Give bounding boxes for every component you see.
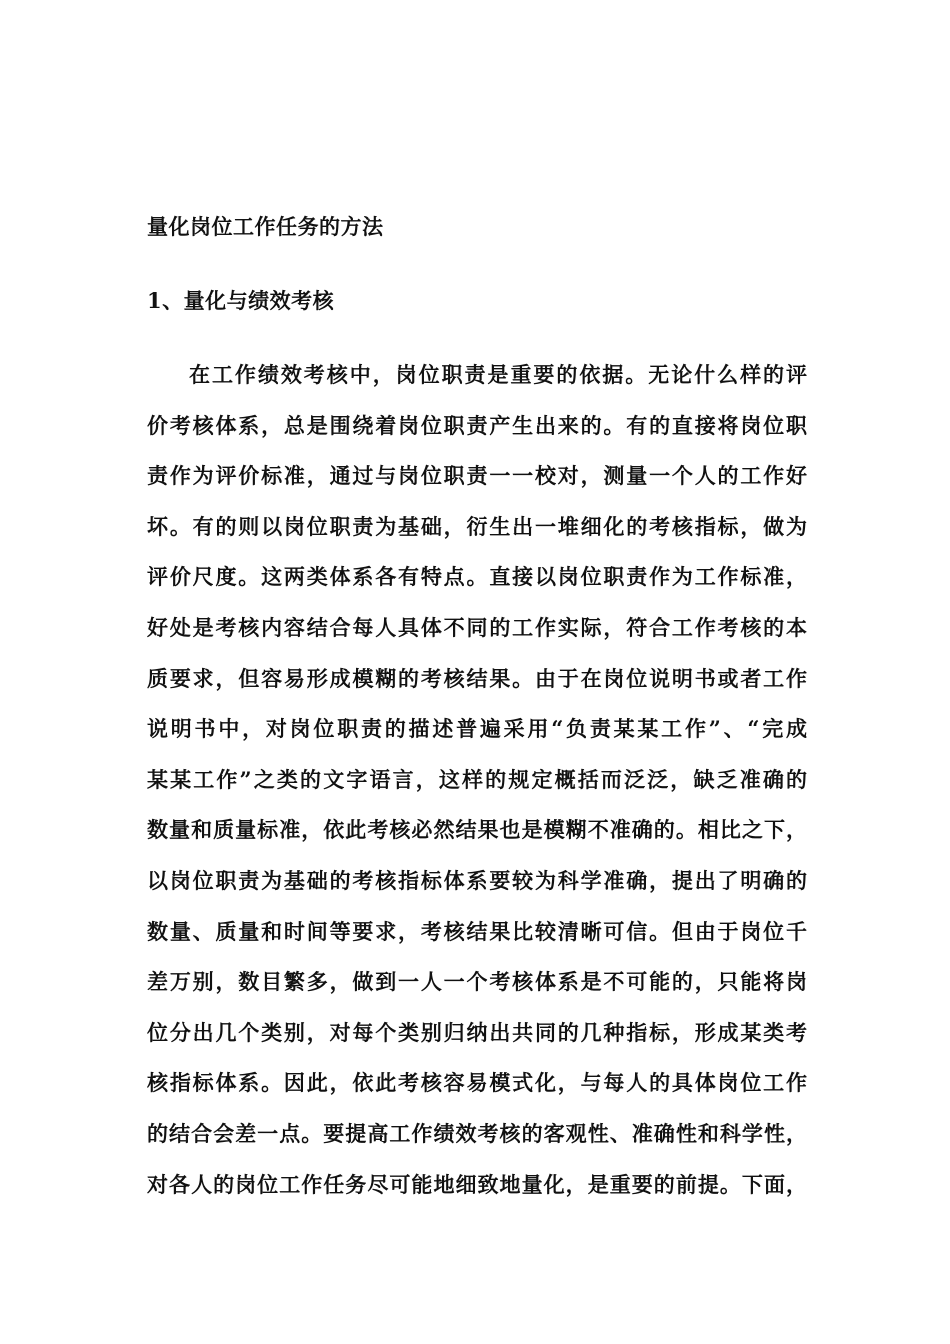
- paragraph-line: 对各人的岗位工作任务尽可能地细致地量化，是重要的前提。下面，: [147, 1171, 807, 1197]
- paragraph-line: 质要求，但容易形成模糊的考核结果。由于在岗位说明书或者工作: [147, 665, 807, 691]
- paragraph-line: 评价尺度。这两类体系各有特点。直接以岗位职责作为工作标准，: [147, 564, 807, 590]
- paragraph-line: 位分出几个类别，对每个类别归纳出共同的几种指标，形成某类考: [147, 1019, 807, 1045]
- paragraph-line: 好处是考核内容结合每人具体不同的工作实际，符合工作考核的本: [147, 614, 807, 640]
- paragraph-line: 坏。有的则以岗位职责为基础，衍生出一堆细化的考核指标，做为: [147, 513, 807, 539]
- body-paragraph: [147, 350, 807, 1210]
- paragraph-line: 核指标体系。因此，依此考核容易模式化，与每人的具体岗位工作: [147, 1070, 807, 1096]
- section-heading: 1、量化与绩效考核: [147, 288, 335, 313]
- paragraph-line: 说明书中，对岗位职责的描述普遍采用“负责某某工作”、“完成: [147, 716, 807, 742]
- paragraph-line: 以岗位职责为基础的考核指标体系要较为科学准确，提出了明确的: [147, 867, 807, 893]
- paragraph-line: 在工作绩效考核中，岗位职责是重要的依据。无论什么样的评: [189, 362, 807, 387]
- document-title: 量化岗位工作任务的方法: [147, 214, 384, 239]
- paragraph-line: 数量、质量和时间等要求，考核结果比较清晰可信。但由于岗位千: [147, 918, 807, 944]
- paragraph-line: 价考核体系，总是围绕着岗位职责产生出来的。有的直接将岗位职: [147, 412, 807, 438]
- paragraph-line: 责作为评价标准，通过与岗位职责一一校对，测量一个人的工作好: [147, 463, 807, 489]
- paragraph-line: 的结合会差一点。要提高工作绩效考核的客观性、准确性和科学性，: [147, 1120, 807, 1146]
- paragraph-line: 某某工作”之类的文字语言，这样的规定概括而泛泛，缺乏准确的: [147, 766, 807, 792]
- paragraph-line: 差万别，数目繁多，做到一人一个考核体系是不可能的，只能将岗: [147, 969, 807, 995]
- paragraph-line: 数量和质量标准，依此考核必然结果也是模糊不准确的。相比之下，: [147, 817, 807, 843]
